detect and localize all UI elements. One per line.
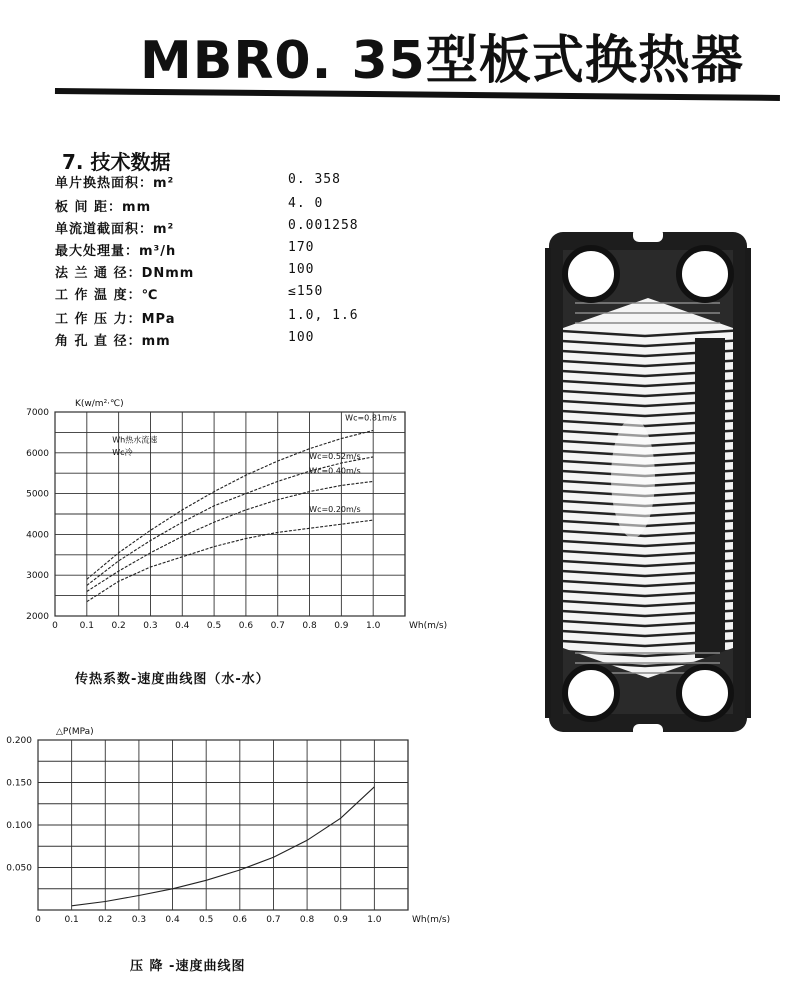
series-label: Wc=0.40m/s xyxy=(309,466,361,476)
y-tick-label: 6000 xyxy=(26,448,49,459)
x-tick-label: 0.3 xyxy=(143,621,158,631)
y-tick-label: 5000 xyxy=(26,489,49,500)
x-tick-label: 0.7 xyxy=(266,915,281,925)
spec-label: 单流道截面积：m² xyxy=(55,222,175,237)
x-tick-label: 0.5 xyxy=(199,915,214,925)
y-axis-label: △P(MPa) xyxy=(56,727,94,737)
series-label: Wc=0.81m/s xyxy=(345,413,397,423)
chart-annotation: Wc冷 xyxy=(112,447,133,457)
y-tick-label: 7000 xyxy=(26,408,49,418)
y-tick-label: 3000 xyxy=(26,571,49,582)
section-title: 7. 技术数据 xyxy=(62,150,171,174)
x-tick-label: 1.0 xyxy=(366,621,381,631)
spec-value: 0. 358 xyxy=(288,172,341,187)
spec-label: 法 兰 通 径：DNmm xyxy=(55,266,195,281)
x-axis-label: Wh(m/s) xyxy=(409,621,448,631)
y-tick-label: 4000 xyxy=(26,530,49,541)
x-tick-label: 0.8 xyxy=(299,915,315,925)
x-tick-label: 0.1 xyxy=(64,915,79,925)
x-tick-label: 0.5 xyxy=(206,621,222,631)
x-tick-label: 0.9 xyxy=(333,915,348,925)
spec-value: 0.001258 xyxy=(288,218,359,233)
x-tick-label: 0.4 xyxy=(175,621,190,631)
spec-value: 100 xyxy=(288,262,315,277)
spec-value: 100 xyxy=(288,330,315,345)
y-axis-label: K(w/m²·℃) xyxy=(75,399,124,409)
spec-value: 1.0, 1.6 xyxy=(288,308,359,323)
series-line xyxy=(87,457,373,586)
x-tick-label: 1.0 xyxy=(367,915,382,925)
spec-label: 角 孔 直 径：mm xyxy=(55,334,171,349)
spec-label: 板 间 距：mm xyxy=(55,200,152,215)
chart-annotation: Wh热水流速 xyxy=(112,435,158,445)
heat-exchanger-plate-image xyxy=(545,228,755,738)
x-tick-label: 0.3 xyxy=(131,915,147,925)
x-tick-label: 0.2 xyxy=(98,915,113,925)
x-tick-label: 0.2 xyxy=(111,621,126,631)
chart1-caption: 传热系数-速度曲线图（水-水） xyxy=(75,672,270,687)
x-tick-label: 0.6 xyxy=(238,621,254,631)
series-label: Wc=0.52m/s xyxy=(309,451,361,461)
y-tick-label: 0.100 xyxy=(6,821,32,831)
y-tick-label: 0.200 xyxy=(6,736,32,746)
x-tick-label: 0.1 xyxy=(79,621,94,631)
series-line xyxy=(87,520,373,602)
x-tick-label: 0.6 xyxy=(232,915,247,925)
x-tick-label: 0 xyxy=(52,621,58,631)
x-tick-label: 0 xyxy=(35,915,41,925)
spec-value: 4. 0 xyxy=(288,196,324,211)
x-axis-label: Wh(m/s) xyxy=(412,915,451,925)
spec-label: 最大处理量：m³/h xyxy=(55,244,177,259)
y-tick-label: 2000 xyxy=(26,612,49,622)
y-tick-label: 0.050 xyxy=(6,863,32,874)
spec-label: 工 作 压 力：MPa xyxy=(55,312,176,327)
spec-label: 单片换热面积：m² xyxy=(55,176,175,191)
spec-value: ≤150 xyxy=(288,284,324,299)
x-tick-label: 0.7 xyxy=(270,621,285,631)
x-tick-label: 0.8 xyxy=(302,621,317,631)
spec-label: 工 作 温 度：℃ xyxy=(55,288,159,303)
x-tick-label: 0.4 xyxy=(165,915,180,925)
series-label: Wc=0.20m/s xyxy=(309,505,361,515)
x-tick-label: 0.9 xyxy=(334,621,349,631)
page-title: MBR0. 35型板式换热器 xyxy=(140,31,744,91)
chart2-caption: 压 降 -速度曲线图 xyxy=(130,959,246,974)
spec-value: 170 xyxy=(288,240,315,255)
y-tick-label: 0.150 xyxy=(6,778,32,789)
